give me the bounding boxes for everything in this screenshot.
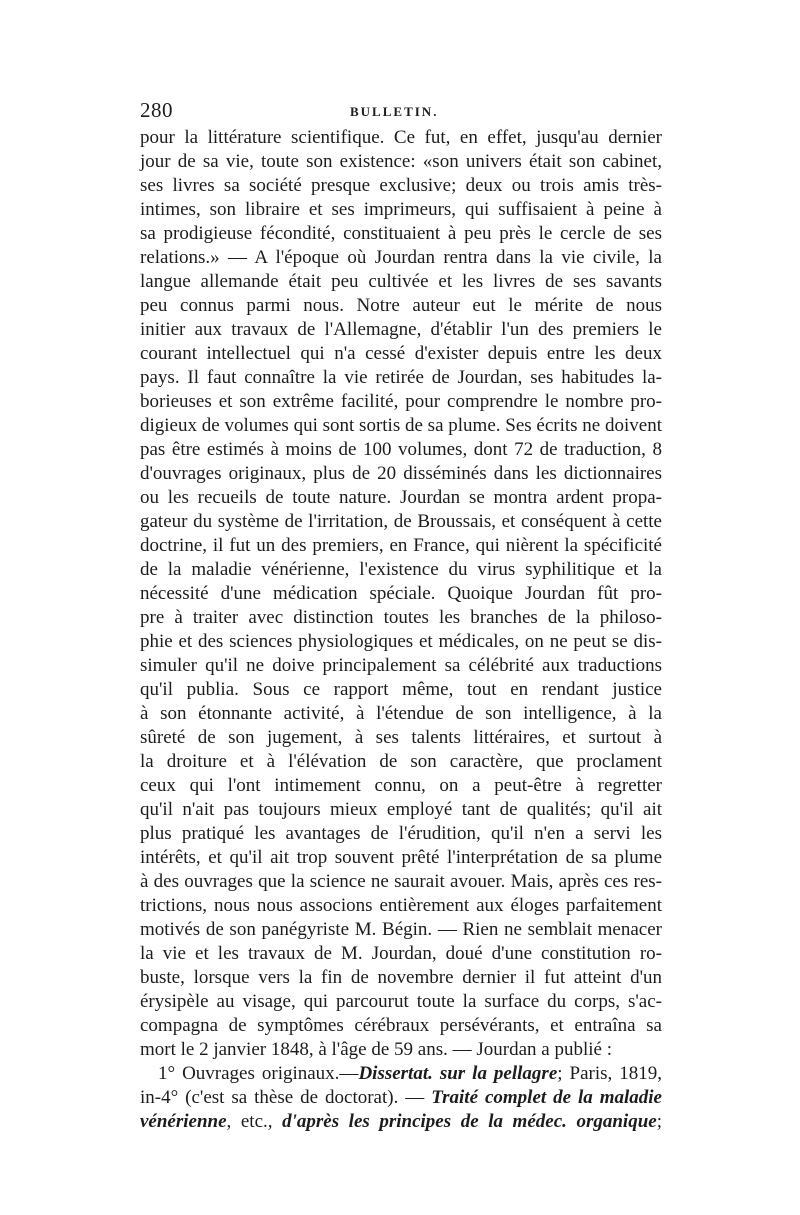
text-line: buste, lorsque vers la fin de novembre dernier il fut atteint d'un	[140, 967, 662, 988]
text-line: borieuses et son extrême facilité, pour comprendre le nombre pro-	[140, 391, 662, 412]
text-line: relations.» — A l'époque où Jourdan rentra dans la vie civile, la	[140, 247, 662, 268]
page-number: 280	[140, 98, 173, 122]
text-line: nécessité d'une médication spéciale. Quoique Jourdan fût pro-	[140, 583, 662, 604]
text-segment: d'après les principes de la médec. organique	[282, 1111, 657, 1132]
text-line: à des ouvrages que la science ne saurait avouer. Mais, après ces res-	[140, 871, 662, 892]
text-line: sûreté de son jugement, à ses talents littéraires, et surtout à	[140, 727, 662, 748]
text-line: plus pratiqué les avantages de l'érudition, qu'il n'en a servi les	[140, 823, 662, 844]
text-line: d'ouvrages originaux, plus de 20 disséminés dans les dictionnaires	[140, 463, 662, 484]
text-line	[140, 1110, 662, 1134]
text-line	[140, 1062, 662, 1086]
text-line: ses livres sa société presque exclusive; deux ou trois amis très-	[140, 175, 662, 196]
text-line: mort le 2 janvier 1848, à l'âge de 59 ans. — Jourdan a publié :	[140, 1039, 612, 1060]
text-line: de la maladie vénérienne, l'existence du virus syphilitique et la	[140, 559, 662, 580]
text-line: jour de sa vie, toute son existence: «son univers était son cabinet,	[140, 151, 662, 172]
text-line: digieux de volumes qui sont sortis de sa plume. Ses écrits ne doivent	[140, 415, 662, 436]
text-line: la droiture et à l'élévation de son caractère, que proclament	[140, 751, 662, 772]
text-line: pas être estimés à moins de 100 volumes, dont 72 de traduction, 8	[140, 439, 662, 460]
text-segment: Traité complet de la maladie	[431, 1087, 662, 1108]
text-line: intérêts, et qu'il ait trop souvent prêté l'interprétation de sa plume	[140, 847, 662, 868]
text-line: à son étonnante activité, à l'étendue de son intelligence, à la	[140, 703, 662, 724]
text-line: langue allemande était peu cultivée et les livres de ses savants	[140, 271, 662, 292]
text-line: initier aux travaux de l'Allemagne, d'établir l'un des premiers le	[140, 319, 662, 340]
text-line: simuler qu'il ne doive principalement sa célébrité aux traductions	[140, 655, 662, 676]
text-line: qu'il n'ait pas toujours mieux employé tant de qualités; qu'il ait	[140, 799, 662, 820]
running-head: BULLETIN.	[350, 104, 439, 119]
text-line: qu'il publia. Sous ce rapport même, tout en rendant justice	[140, 679, 662, 700]
text-line: pour la littérature scientifique. Ce fut, en effet, jusqu'au dernier	[140, 127, 662, 148]
text-line: phie et des sciences physiologiques et médicales, on ne peut se dis-	[140, 631, 662, 652]
text-line: courant intellectuel qui n'a cessé d'exister depuis entre les deux	[140, 343, 662, 364]
text-segment: Dissertat. sur la pellagre	[358, 1063, 558, 1084]
text-line: trictions, nous nous associons entièrement aux éloges parfaitement	[140, 895, 662, 916]
text-line: compagna de symptômes cérébraux persévérants, et entraîna sa	[140, 1015, 662, 1036]
text-segment: , etc.,	[226, 1111, 283, 1132]
text-segment: 1° Ouvrages originaux.—	[158, 1063, 359, 1084]
text-line: érysipèle au visage, qui parcourut toute la surface du corps, s'ac-	[140, 991, 662, 1012]
publications-paragraph	[140, 1062, 662, 1134]
main-paragraph	[140, 126, 662, 1062]
text-segment: in-4° (c'est sa thèse de doctorat). —	[140, 1087, 432, 1108]
text-segment: ; Paris, 1819,	[557, 1063, 663, 1084]
text-line: sa prodigieuse fécondité, constituaient à peu près le cercle de ses	[140, 223, 662, 244]
text-line: motivés de son panégyriste M. Bégin. — Rien ne semblait menacer	[140, 919, 662, 940]
page-header	[140, 98, 662, 126]
text-segment: vénérienne	[140, 1111, 227, 1132]
text-line: la vie et les travaux de M. Jourdan, doué d'une constitution ro-	[140, 943, 662, 964]
body-text	[140, 126, 662, 1134]
text-line: doctrine, il fut un des premiers, en France, qui nièrent la spécificité	[140, 535, 662, 556]
text-line: peu connus parmi nous. Notre auteur eut le mérite de nous	[140, 295, 662, 316]
text-line: pre à traiter avec distinction toutes les branches de la philoso-	[140, 607, 662, 628]
text-line: ceux qui l'ont intimement connu, on a peut-être à regretter	[140, 775, 662, 796]
text-segment: ;	[656, 1111, 662, 1132]
text-line	[140, 1086, 662, 1110]
text-line: gateur du système de l'irritation, de Broussais, et conséquent à cette	[140, 511, 662, 532]
text-line: ou les recueils de toute nature. Jourdan se montra ardent propa-	[140, 487, 662, 508]
text-line: intimes, son libraire et ses imprimeurs, qui suffisaient à peine à	[140, 199, 662, 220]
text-line: pays. Il faut connaître la vie retirée de Jourdan, ses habitudes la-	[140, 367, 662, 388]
